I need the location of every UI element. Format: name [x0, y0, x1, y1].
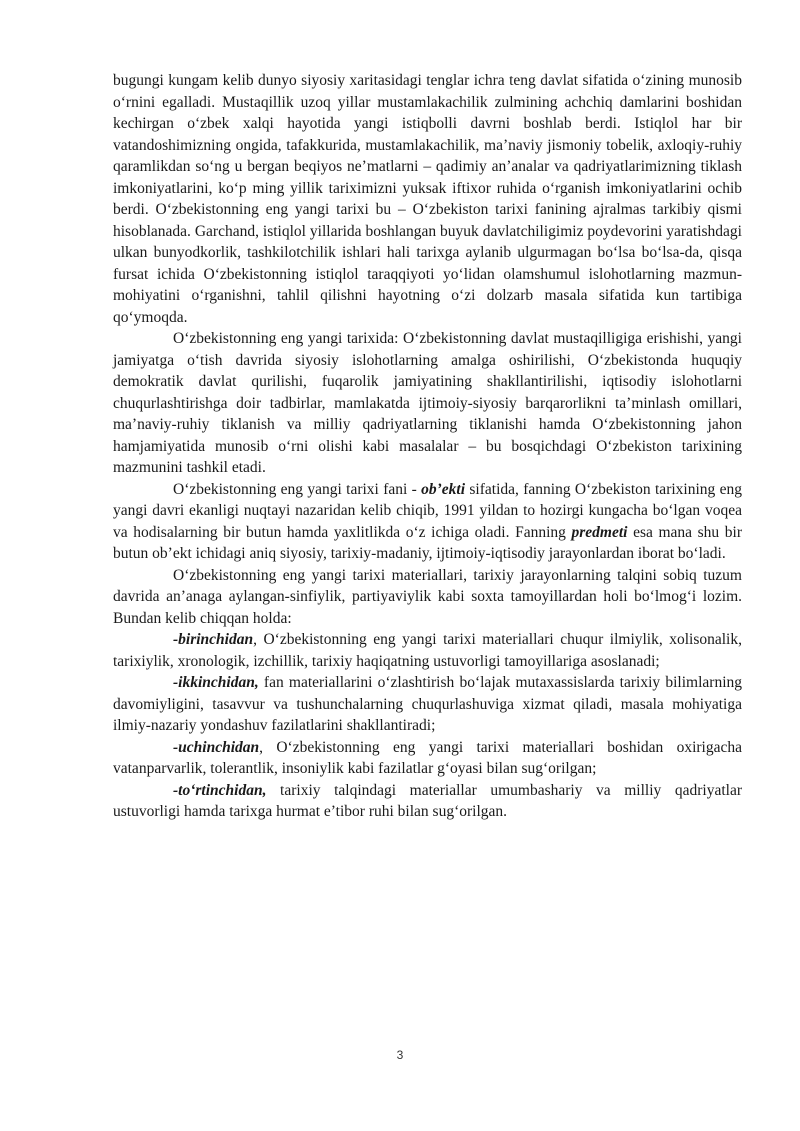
list-item-term: -birinchidan: [173, 631, 254, 648]
list-item-text: fan materiallarini o‘zlashtirish bo‘lajak mutaxassislarda tarixiy bilimlarning davomiyligini, tasavvur va tushunchalarning chuqurlashuviga xizmat qiladi, masala mohiyatiga ilmiy-nazariy yondashuv fazilatlarini shakllantiradi;: [113, 674, 742, 734]
paragraph-continuation: bugungi kungam kelib dunyo siyosiy xaritasidagi tenglar ichra teng davlat sifatida o‘zining munosib o‘rnini egalladi. Mustaqillik uzoq yillar mustamlakachilik zulmining achchiq damlarini boshidan kechirgan o‘zbek xalqi hayotida yangi istiqbolli davrni boshlab berdi. Istiqlol har bir vatandoshimizning ongida, tafakkurida, mustamlakachilik, ma’naviy jismoniy tobelik, axloqiy-ruhiy qaramlikdan so‘ng u bergan beqiyos ne’matlarni – qadimiy an’analar va qadriyatlarimizning tiklash imkoniyatlarini, ko‘p ming yillik tariximizni yuksak iftixor ruhida o‘rganish imkoniyatlarini ochib berdi. O‘zbekistonning eng yangi tarixi bu – O‘zbekiston tarixi fanining ajralmas tarkibiy qismi hisoblanada. Garchand, istiqlol yillarida boshlangan buyuk davlatchiligimiz poydevorini yaratishdagi ulkan bunyodkorlik, tashkilotchilik ishlari hali tarixga aylanib ulgurmagan bo‘lsa bo‘lsa-da, qisqa fursat ichida O‘zbekistonning istiqlol taraqqiyoti yo‘lidan olamshumul islohotlarning mazmun-mohiyatini o‘rganishni, tahlil qilishni hayotning o‘zi dolzarb masala sifatida kun tartibiga qo‘ymoqda.: [113, 72, 742, 326]
term-object: ob’ekti: [421, 480, 466, 498]
list-item-first: [113, 629, 742, 672]
document-body: [113, 70, 742, 823]
paragraph-text: sifatida, fanning O‘zbekiston tarixining eng yangi davri ekanligi nuqtayi nazaridan kelib chiqib, 1991 yildan to hozirgi kungacha bo‘lgan voqea va hodisalarning bir butun hamda yaxlitlikda o‘z ichiga oladi. Fanning: [113, 480, 742, 541]
list-item-text: tarixiy talqindagi materiallar umumbashariy va milliy qadriyatlar ustuvorligi hamda tarixga hurmat e’tibor ruhi bilan sug‘orilgan.: [113, 781, 742, 820]
list-item-third: [113, 737, 742, 780]
term-subject: predmeti: [571, 523, 628, 541]
paragraph-topics: O‘zbekistonning eng yangi tarixida: O‘zbekistonning davlat mustaqilligiga erishishi, yangi jamiyatga o‘tish davrida siyosiy islohotlarning amalga oshirilishi, O‘zbekistonda huquqiy demokratik davlat qurilishi, fuqarolik jamiyatining shakllantirilishi, iqtisodiy islohotlarni chuqurlashtirishga doir tadbirlar, mamlakatda ijtimoiy-siyosiy barqarorlikni ta’minlash omillari, ma’naviy-ruhiy tiklanish va milliy qadriyatlarning tiklanishi hamda O‘zbekistonning jahon hamjamiyatida munosib o‘rni olishi kabi masalalar – bu bosqichdagi O‘zbekiston tarixining mazmunini tashkil etadi.: [113, 330, 742, 476]
paragraph-text: esa mana shu bir butun ob’ekt ichidagi aniq siyosiy, tarixiy-madaniy, ijtimoiy-iqtisodiy jarayonlardan iborat bo‘ladi.: [113, 523, 742, 562]
list-item-term: -ikkinchidan,: [173, 674, 259, 691]
list-item-term: -uchinchidan: [173, 738, 260, 756]
paragraph-text: O‘zbekistonning eng yangi tarixi fani -: [173, 480, 422, 498]
list-item-fourth: [113, 780, 742, 823]
page-number: 3: [396, 1048, 404, 1062]
list-item-term: -to‘rtinchidan,: [173, 781, 267, 799]
list-item-second: [113, 672, 742, 737]
list-item-text: , O‘zbekistonning eng yangi tarixi materiallari chuqur ilmiylik, xolisonalik, tarixiylik, xronologik, izchillik, tarixiy haqiqatning ustuvorligi tamoyillariga asoslanadi;: [113, 631, 742, 670]
paragraph-principles: O‘zbekistonning eng yangi tarixi materiallari, tarixiy jarayonlarning talqini sobiq tuzum davrida an’anaga aylangan-sinfiylik, partiyaviylik kabi soxta tamoyillardan holi bo‘lmog‘i lozim. Bundan kelib chiqqan holda:: [113, 566, 742, 627]
list-item-text: , O‘zbekistonning eng yangi tarixi materiallari boshidan oxirigacha vatanparvarlik, tolerantlik, insoniylik kabi fazilatlar g‘oyasi bilan sug‘orilgan;: [113, 738, 742, 777]
paragraph-object-subject: [113, 479, 742, 565]
